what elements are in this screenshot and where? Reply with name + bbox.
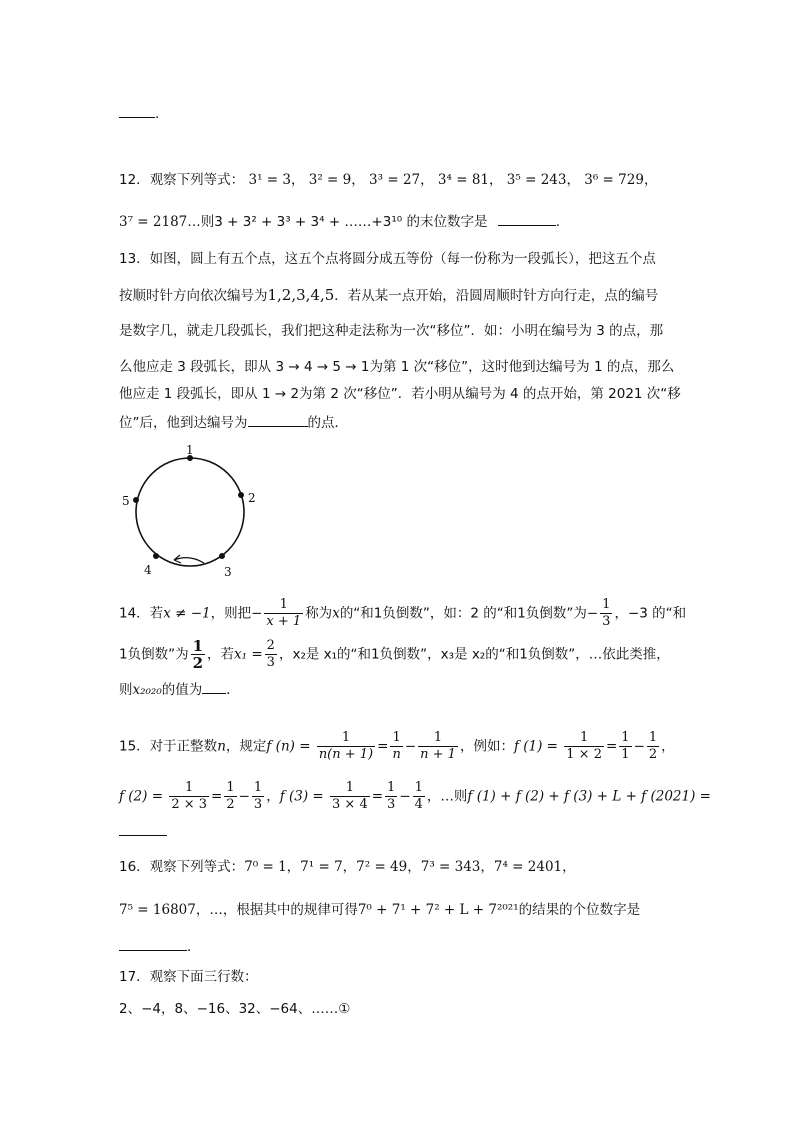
q16-eqs: 7⁰ = 1，7¹ = 7，7² = 49，7³ = 343，7⁴ = 2401， [244,859,576,875]
equals-2: = [605,738,618,755]
q14-fraction [264,597,303,630]
q12-eq-3: 3³ = 27 [369,172,421,188]
q12-eq-6: 3⁶ = 729 [584,172,644,188]
equals-3: = [211,788,223,805]
numerator: 1 [648,730,658,745]
numerator: 1 [264,597,303,614]
q14-text-4: 的“和1负倒数”，如：2 的“和1负倒数”为 [339,605,587,622]
minus-2: − [633,738,645,755]
denominator: 3 [266,655,275,670]
q12-line2 [119,212,560,232]
numerator: 1 [418,730,458,747]
q13-text-3: 位”后，他到达编号为 [119,415,248,431]
q14-text-3: 称为 [305,605,333,622]
q15-line1 [119,730,675,763]
q13-text: 按顺时针方向依次编号为 [119,288,268,304]
q15-text-2: ，规定 [225,738,267,755]
q14-fraction-2 [600,597,612,630]
q13-line2 [119,285,658,306]
point-2 [238,492,244,498]
q16-sum: 7⁰ + 7¹ + 7² + L + 7²⁰²¹ [357,902,519,918]
q15-frac-h [224,780,236,813]
q14-text-11: 则 [119,682,133,698]
numerator: 1 [226,780,235,795]
q14-text-8: ， [278,646,293,663]
q16-line2 [119,900,640,920]
q15-frac-j [330,780,370,813]
denominator: 4 [414,797,423,812]
denominator: 2 [648,747,658,762]
q15-frac-c [564,730,604,763]
q14-text-9: x₂是 x₁的“和1负倒数”， [292,646,441,663]
q14-x2020: x₂₀₂₀ [132,682,162,698]
q13-answer-blank [248,414,308,427]
label-3: 3 [224,565,232,579]
minus-3: − [238,788,250,805]
numerator: 1 [169,780,209,797]
numerator: 1 [621,730,630,745]
q16-eq: 7⁵ = 16807 [119,902,196,918]
comma-2: ， [266,788,280,805]
q14-text-7: ，若 [207,646,235,663]
q13-line1: 13．如图，圆上有五个点，这五个点将圆分成五等份（每一份称为一段弧长），把这五个点 [119,251,656,267]
q12-eq-1: 3¹ = 3 [248,172,291,188]
numerator: 1 [387,780,396,795]
q15-n: n [217,738,226,755]
label-2: 2 [248,491,256,505]
denominator: 2 [192,654,204,672]
q12-eq-7: 3⁷ = 2187 [119,214,188,230]
numerator: 1 [330,780,370,797]
denominator: 2 [226,797,235,812]
q14-text-5: ，−3 的“和 [614,605,687,622]
numerator: 1 [602,597,611,612]
q15-frac-g [169,780,209,813]
denominator: 1 × 2 [566,747,602,762]
answer-blank [119,105,155,118]
q14-line2 [119,638,670,671]
q16-line1 [119,857,576,877]
denominator: 3 [602,614,611,629]
q15-line2 [119,780,711,813]
q14-line1 [119,597,686,630]
q12-answer-blank [498,213,556,226]
minus-4: − [399,788,411,805]
denominator: 2 × 3 [171,797,208,812]
q17-line2: 2、−4，8、−16、32、−64、……① [119,1001,351,1017]
q14-answer-blank [202,681,226,694]
q13-line3: 是数字几，就走几段弧长，我们把这种走法称为一次“移位”．如：小明在编号为 3 的点，那 [119,323,664,339]
q15-text-3: ，例如： [459,738,514,755]
numerator: 1 [414,780,423,795]
equals-4: = [371,788,384,805]
q15-f3: f (3) = [279,788,324,805]
minus-sign: − [251,605,263,622]
numerator: 1 [192,637,204,655]
denominator: 3 [387,797,396,812]
q14-x1: x₁ = [234,646,263,663]
denominator: 1 [621,747,630,762]
q15-line3 [119,822,167,842]
q15-f2: f (2) = [119,788,164,805]
q14-fraction-3 [191,638,205,671]
q14-text-12: 的值为 [161,682,203,698]
point-4 [153,553,159,559]
q14-cond: x ≠ −1 [163,605,211,622]
q16-text-2: ，…，根据其中的规律可得 [195,902,358,918]
q16-text-3: 的结果的个位数字是 [518,902,641,918]
q16-line3 [119,937,201,957]
q14-text: 14．若 [119,605,164,622]
denominator: n(n + 1) [318,747,374,762]
q14-text-2: ，则把 [210,605,252,622]
point-5 [133,497,139,503]
q15-frac-m [413,780,425,813]
denominator: n [392,747,401,762]
q12-period: . [555,214,561,230]
q16-text: 16．观察下列等式： [119,859,245,875]
denominator: 3 × 4 [332,797,368,812]
q15-frac-b [418,730,458,763]
q13-line6 [119,413,348,433]
q15-sum: f (1) + f (2) + f (3) + L + f (2021) = [467,788,711,805]
denominator: n + 1 [420,747,456,762]
q13-line5: 他应走 1 段弧长，即从 1 → 2为第 2 次“移位”．若小明从编号为 4 的点开始，第 2021 次“移 [119,386,681,402]
q15-text-4: ，…则 [426,788,468,805]
numerator: 1 [390,730,402,747]
q13-numbers: 1,2,3,4,5 [267,286,335,304]
q15-frac-e [647,730,659,763]
top-line [119,104,159,124]
equals: = [377,738,389,755]
denominator: x + 1 [266,614,302,629]
q12-line1: 12．观察下列等式： 3¹ = 3， 3² = 9， 3³ = 27， 3⁴ = 81， 3⁵ = 243， 3⁶ = 729， [119,172,658,188]
q12-number: 12． [119,172,150,188]
q15-f-def: f (n) = [266,738,311,755]
q17-line1: 17．观察下面三行数： [119,969,258,985]
q12-eq-2: 3² = 9 [308,172,352,188]
period: . [155,106,160,122]
numerator: 1 [253,780,263,795]
q15-frac-i [252,780,264,813]
comma: ， [661,738,675,755]
q15-frac-f [317,730,375,763]
label-4: 4 [144,563,152,577]
circle-figure [116,440,266,582]
q13-line4: 么他应走 3 段弧长，即从 3 → 4 → 5 → 1为第 1 次“移位”，这时他到达编号为 1 的点，那么 [119,359,675,375]
minus-sign-2: − [586,605,599,622]
q16-period: ． [187,939,201,955]
q13-text-2: ．若从某一点开始，沿圆周顺时针方向行走，点的编号 [334,288,659,304]
q12-question: …则3 + 3² + 3³ + 3⁴ + ……+3¹⁰ 的末位数字是 [187,214,488,230]
q15-text: 15．对于正整数 [119,738,218,755]
q14-period: ． [226,682,240,698]
q15-answer-blank [119,823,167,836]
q16-answer-blank [119,938,187,951]
q15-frac-a [390,730,402,763]
label-1: 1 [186,443,194,457]
q14-var: x [332,605,340,622]
label-5: 5 [122,494,130,508]
q12-eq-4: 3⁴ = 81 [437,172,489,188]
q15-frac-k [385,780,397,813]
q14-text-10: x₃是 x₂的“和1负倒数”，…依此类推， [440,646,670,663]
q14-text-6: 1负倒数”为 [119,646,189,663]
q15-frac-d [619,730,631,763]
q14-fraction-4 [265,638,277,671]
q12-eq-5: 3⁵ = 243 [506,172,567,188]
minus: − [404,738,417,755]
q15-f1: f (1) = [513,738,558,755]
numerator: 1 [317,730,375,747]
q12-intro: 观察下列等式： [149,172,245,188]
q13-text-4: 的点． [307,415,348,431]
denominator: 3 [253,797,263,812]
numerator: 2 [266,638,275,653]
circle [136,458,244,566]
numerator: 1 [564,730,604,747]
q14-line3 [119,680,240,700]
point-3 [219,553,225,559]
